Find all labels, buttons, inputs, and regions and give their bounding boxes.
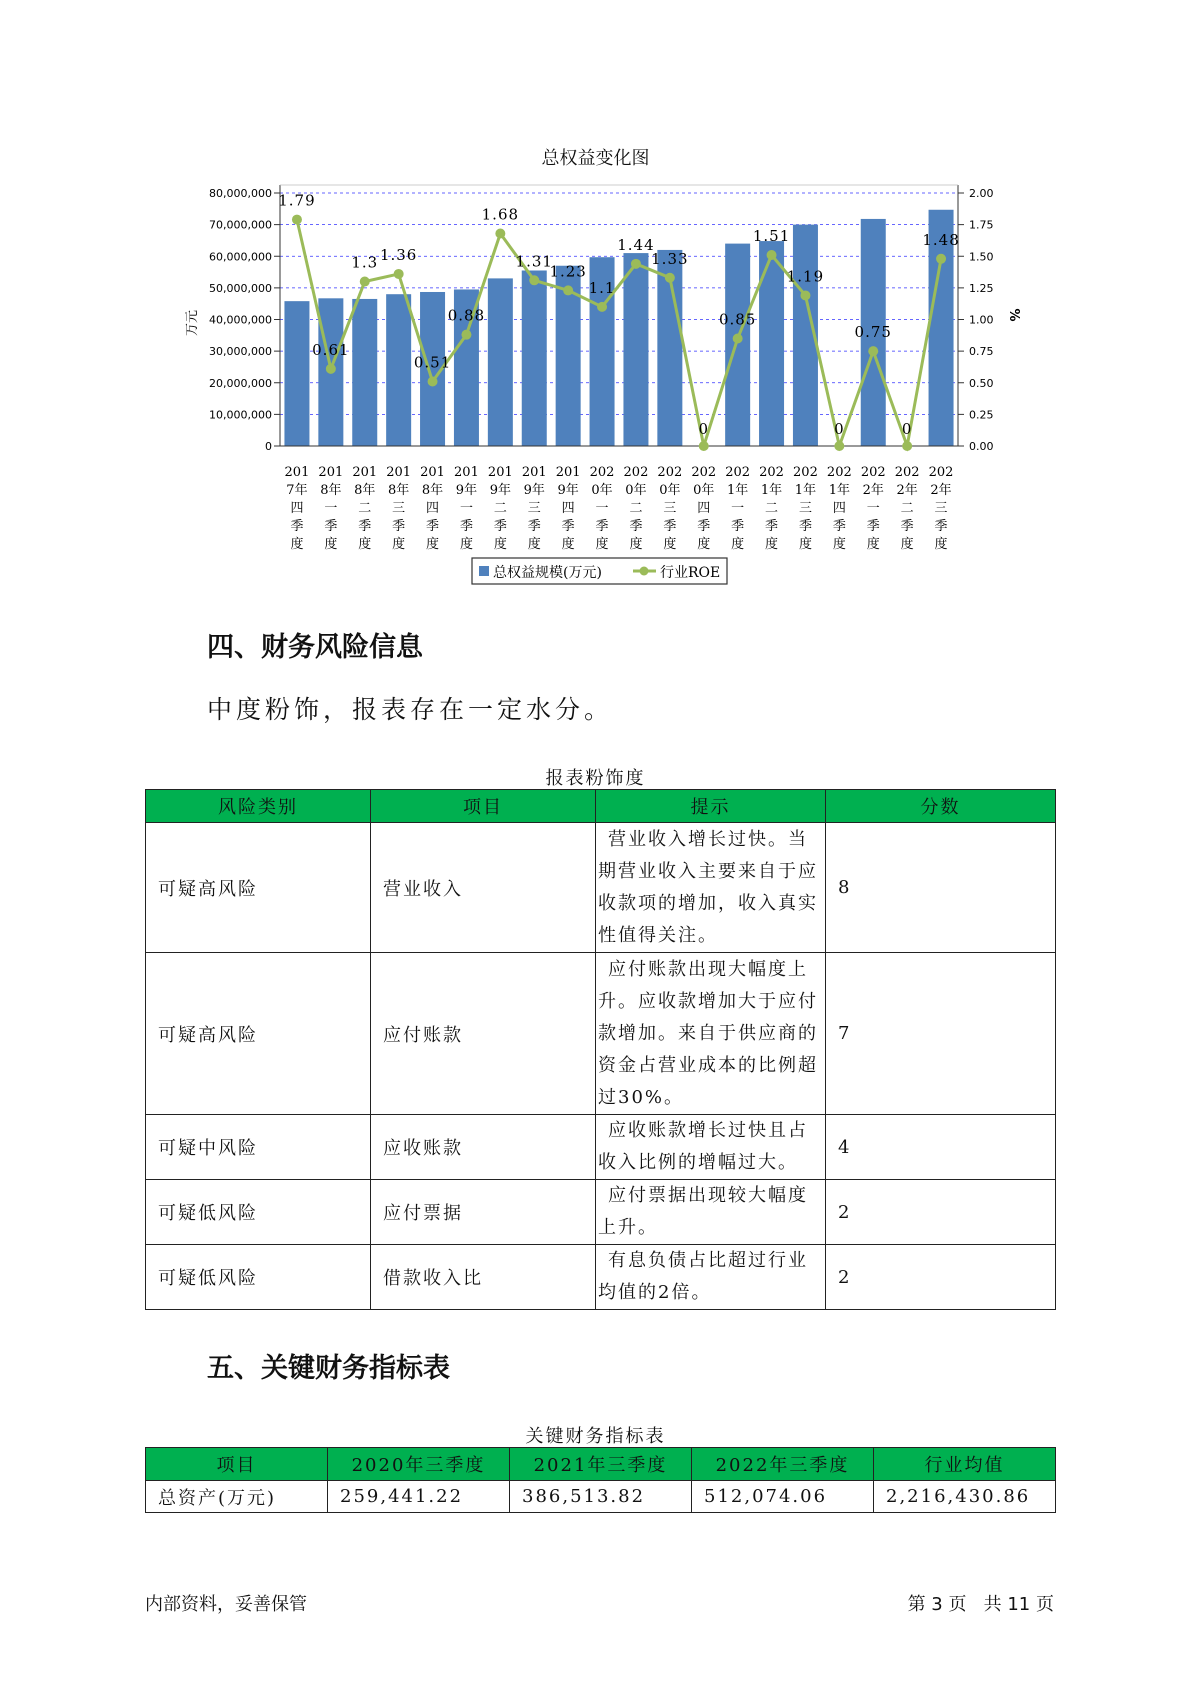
roe-point — [597, 302, 607, 312]
x-tick-label: 0年 — [659, 483, 681, 498]
header-cell: 风险类别 — [146, 790, 371, 823]
x-tick-label: 季 — [798, 519, 812, 534]
x-tick-label: 四 — [832, 501, 846, 516]
header-cell: 行业均值 — [874, 1448, 1056, 1481]
x-tick-label: 二 — [358, 501, 372, 516]
roe-point — [360, 277, 370, 287]
x-tick-label: 季 — [493, 519, 507, 534]
risk-score: 2 — [826, 1180, 1056, 1245]
header-cell: 项目 — [146, 1448, 328, 1481]
x-tick-label: 度 — [731, 537, 745, 552]
risk-item: 应付账款 — [371, 953, 596, 1115]
x-tick-label: 季 — [459, 519, 473, 534]
x-tick-label: 201 — [318, 465, 344, 480]
x-tick-label: 1年 — [794, 483, 817, 498]
roe-point — [495, 228, 505, 238]
x-tick-label: 202 — [860, 465, 886, 480]
x-tick-label: 202 — [725, 465, 751, 480]
risk-score: 2 — [826, 1245, 1056, 1310]
x-tick-label: 9年 — [489, 483, 511, 498]
x-tick-label: 度 — [459, 537, 473, 552]
x-tick-label: 201 — [352, 465, 378, 480]
bar — [623, 253, 648, 446]
x-tick-label: 8年 — [354, 483, 376, 498]
header-cell: 2021年三季度 — [510, 1448, 692, 1481]
y-tick-label: 30,000,000 — [209, 345, 272, 359]
y2-tick-label: 1.75 — [969, 218, 994, 232]
y-tick-label: 40,000,000 — [209, 313, 272, 327]
roe-point — [868, 346, 878, 356]
roe-point — [461, 330, 471, 340]
x-tick-label: 度 — [527, 537, 541, 552]
legend-label-roe: 行业ROE — [660, 565, 721, 581]
x-tick-label: 201 — [454, 465, 479, 480]
x-tick-label: 8年 — [421, 483, 444, 498]
y2-tick-label: 2.00 — [969, 187, 994, 200]
bar — [386, 294, 411, 446]
header-cell: 项目 — [371, 790, 596, 823]
x-tick-label: 201 — [420, 465, 445, 480]
x-tick-label: 202 — [623, 465, 649, 480]
table-row — [146, 1180, 1056, 1245]
x-tick-label: 季 — [629, 519, 643, 534]
x-tick-label: 度 — [697, 537, 711, 552]
x-tick-label: 度 — [290, 537, 304, 552]
x-tick-label: 0年 — [693, 483, 715, 498]
risk-tip: 营业收入增长过快。当期营业收入主要来自于应收款项的增加，收入真实性值得关注。 — [596, 823, 826, 953]
y-tick-label: 50,000,000 — [209, 281, 272, 295]
x-tick-label: 0年 — [625, 483, 647, 498]
x-tick-label: 季 — [426, 519, 440, 534]
x-tick-label: 度 — [358, 537, 372, 552]
x-tick-label: 度 — [561, 537, 575, 552]
roe-data-label: 0.51 — [413, 353, 452, 372]
x-tick-label: 季 — [290, 519, 304, 534]
roe-data-label: 1.44 — [617, 235, 655, 254]
roe-data-label: 1.68 — [481, 205, 520, 224]
y2-tick-label: 0.00 — [969, 440, 994, 453]
risk-item: 应收账款 — [371, 1115, 596, 1180]
roe-point — [631, 259, 641, 269]
x-tick-label: 季 — [358, 519, 372, 534]
x-tick-label: 季 — [832, 519, 846, 534]
legend-label-equity: 总权益规模(万元) — [493, 565, 602, 581]
x-tick-label: 201 — [284, 465, 310, 480]
header-cell: 2022年三季度 — [692, 1448, 874, 1481]
x-tick-label: 四 — [290, 501, 304, 516]
roe-point — [902, 441, 912, 451]
x-tick-label: 四 — [426, 501, 440, 516]
bar — [759, 241, 784, 446]
x-tick-label: 度 — [832, 537, 846, 552]
x-tick-label: 一 — [731, 501, 745, 516]
x-tick-label: 二 — [765, 501, 779, 516]
x-tick-label: 度 — [629, 537, 643, 552]
x-tick-label: 9年 — [557, 483, 579, 498]
x-tick-label: 度 — [493, 537, 507, 552]
x-tick-label: 2年 — [930, 483, 952, 498]
roe-data-label: 0.85 — [718, 310, 757, 329]
x-tick-label: 季 — [697, 519, 711, 534]
x-tick-label: 9年 — [523, 483, 545, 498]
roe-data-label: 1.19 — [786, 267, 825, 286]
x-tick-label: 201 — [521, 465, 547, 480]
y-tick-label: 60,000,000 — [209, 250, 272, 264]
x-tick-label: 9年 — [455, 483, 478, 498]
x-tick-label: 季 — [731, 519, 745, 534]
roe-data-label: 0.61 — [312, 340, 350, 359]
bar — [725, 244, 750, 446]
bar — [488, 278, 513, 446]
equity-chart — [0, 0, 1191, 600]
x-tick-label: 1年 — [828, 483, 850, 498]
roe-data-label: 0 — [698, 420, 710, 438]
x-tick-label: 202 — [793, 465, 818, 480]
x-tick-label: 季 — [527, 519, 541, 534]
roe-point — [428, 376, 438, 386]
indicator-table-header — [146, 1448, 1056, 1481]
y-axis-title: 万元 — [185, 309, 200, 337]
footer-confidential: 内部资料，妥善保管 — [145, 1594, 307, 1615]
x-tick-label: 202 — [657, 465, 683, 480]
roe-data-label: 1.36 — [379, 245, 418, 264]
x-tick-label: 季 — [866, 519, 880, 534]
roe-point — [292, 215, 302, 225]
x-tick-label: 一 — [595, 501, 609, 516]
risk-item: 营业收入 — [371, 823, 596, 953]
roe-point — [326, 364, 336, 374]
x-tick-label: 201 — [386, 465, 412, 480]
x-tick-label: 季 — [561, 519, 575, 534]
x-tick-label: 二 — [493, 501, 507, 516]
x-tick-label: 四 — [697, 501, 711, 516]
y2-tick-label: 0.25 — [969, 408, 994, 422]
roe-data-label: 1.33 — [651, 249, 689, 268]
risk-score: 8 — [826, 823, 1056, 953]
x-tick-label: 202 — [928, 465, 954, 480]
indicator-table-caption: 关键财务指标表 — [525, 1426, 666, 1447]
x-tick-label: 季 — [595, 519, 609, 534]
x-tick-label: 一 — [324, 501, 338, 516]
risk-table — [145, 789, 1056, 1310]
x-tick-label: 度 — [798, 537, 812, 552]
y-tick-label: 20,000,000 — [209, 376, 272, 390]
roe-point — [529, 275, 539, 285]
roe-data-label: 1.48 — [922, 230, 960, 249]
risk-category: 可疑高风险 — [146, 823, 371, 953]
x-tick-label: 8年 — [320, 483, 342, 498]
legend-swatch-point — [640, 567, 649, 576]
risk-table-header — [146, 790, 1056, 823]
roe-point — [563, 285, 573, 295]
x-tick-label: 度 — [900, 537, 914, 552]
x-tick-label: 202 — [826, 465, 852, 480]
y2-tick-label: 0.50 — [969, 376, 994, 390]
risk-item: 应付票据 — [371, 1180, 596, 1245]
roe-data-label: 1.3 — [351, 253, 379, 272]
risk-category: 可疑低风险 — [146, 1245, 371, 1310]
indicator-table — [145, 1447, 1056, 1513]
roe-data-label: 1.23 — [549, 262, 587, 281]
x-tick-label: 1年 — [727, 483, 749, 498]
x-tick-label: 季 — [765, 519, 779, 534]
indicator-value: 2,216,430.86 — [874, 1481, 1056, 1513]
risk-item: 借款收入比 — [371, 1245, 596, 1310]
x-tick-label: 三 — [798, 501, 812, 516]
x-tick-label: 8年 — [388, 483, 410, 498]
roe-data-label: 1.51 — [752, 226, 791, 245]
x-tick-label: 季 — [663, 519, 677, 534]
x-tick-label: 季 — [900, 519, 914, 534]
header-cell: 提示 — [596, 790, 826, 823]
chart-title: 总权益变化图 — [541, 148, 650, 169]
indicator-value: 512,074.06 — [692, 1481, 874, 1513]
bar — [522, 270, 547, 446]
roe-data-label: 0.88 — [447, 306, 486, 325]
roe-data-label: 0 — [834, 420, 845, 438]
x-tick-label: 7年 — [286, 483, 308, 498]
risk-summary: 中度粉饰，报表存在一定水分。 — [207, 695, 614, 724]
roe-point — [699, 441, 709, 451]
footer-page-number: 第 3 页 共 11 页 — [907, 1594, 1054, 1615]
x-tick-label: 202 — [589, 465, 615, 480]
section5-heading: 五、关键财务指标表 — [207, 1353, 450, 1384]
y2-tick-label: 0.75 — [969, 345, 994, 359]
risk-tip: 应付票据出现较大幅度上升。 — [596, 1180, 826, 1245]
x-tick-label: 三 — [663, 501, 677, 516]
y2-tick-label: 1.50 — [969, 250, 994, 264]
risk-tip: 应付账款出现大幅度上升。应收款增加大于应付款增加。来自于供应商的资金占营业成本的比例超过30%。 — [596, 953, 826, 1115]
roe-data-label: 0 — [901, 420, 913, 438]
risk-score: 4 — [826, 1115, 1056, 1180]
x-tick-label: 202 — [894, 465, 920, 480]
x-tick-label: 度 — [765, 537, 779, 552]
x-tick-label: 201 — [555, 465, 581, 480]
legend-swatch-bar — [479, 566, 489, 576]
x-tick-label: 度 — [392, 537, 406, 552]
x-tick-label: 一 — [866, 501, 880, 516]
table-row — [146, 1115, 1056, 1180]
x-tick-label: 二 — [900, 501, 914, 516]
y-tick-label: 10,000,000 — [209, 408, 272, 422]
roe-data-label: 1.79 — [278, 191, 316, 210]
x-tick-label: 季 — [324, 519, 338, 534]
table-row — [146, 1481, 1056, 1513]
x-tick-label: 0年 — [591, 483, 613, 498]
y2-tick-label: 1.00 — [969, 313, 994, 327]
indicator-value: 259,441.22 — [328, 1481, 510, 1513]
roe-data-label: 0.75 — [854, 323, 892, 342]
x-tick-label: 2年 — [896, 483, 918, 498]
table-row — [146, 953, 1056, 1115]
y-tick-label: 80,000,000 — [209, 187, 272, 200]
x-tick-label: 度 — [866, 537, 880, 552]
table-row — [146, 823, 1056, 953]
risk-category: 可疑低风险 — [146, 1180, 371, 1245]
x-tick-label: 一 — [459, 501, 473, 516]
x-tick-label: 二 — [629, 501, 643, 516]
roe-point — [394, 269, 404, 279]
y-tick-label: 70,000,000 — [209, 218, 272, 232]
roe-point — [800, 290, 810, 300]
section4-heading: 四、财务风险信息 — [207, 632, 423, 663]
x-tick-label: 季 — [392, 519, 406, 534]
table-row — [146, 1245, 1056, 1310]
x-tick-label: 度 — [663, 537, 677, 552]
risk-score: 7 — [826, 953, 1056, 1115]
x-tick-label: 201 — [487, 465, 513, 480]
y2-tick-label: 1.25 — [969, 281, 994, 295]
x-tick-label: 度 — [324, 537, 338, 552]
risk-tip: 应收账款增长过快且占收入比例的增幅过大。 — [596, 1115, 826, 1180]
roe-data-label: 1.1 — [588, 278, 616, 297]
x-tick-label: 202 — [759, 465, 784, 480]
x-tick-label: 三 — [934, 501, 948, 516]
roe-point — [665, 273, 675, 283]
header-cell: 分数 — [826, 790, 1056, 823]
x-tick-label: 度 — [934, 537, 948, 552]
x-tick-label: 度 — [426, 537, 440, 552]
x-tick-label: 度 — [595, 537, 609, 552]
indicator-name: 总资产(万元) — [146, 1481, 328, 1513]
x-tick-label: 202 — [691, 465, 717, 480]
risk-category: 可疑中风险 — [146, 1115, 371, 1180]
bar — [284, 301, 309, 446]
x-tick-label: 三 — [527, 501, 541, 516]
x-tick-label: 季 — [934, 519, 948, 534]
x-tick-label: 1年 — [760, 483, 783, 498]
x-tick-label: 2年 — [862, 483, 884, 498]
x-tick-label: 四 — [561, 501, 575, 516]
y-tick-label: 0 — [265, 440, 272, 453]
header-cell: 2020年三季度 — [328, 1448, 510, 1481]
roe-data-label: 1.31 — [515, 252, 553, 271]
x-tick-label: 三 — [392, 501, 406, 516]
risk-tip: 有息负债占比超过行业均值的2倍。 — [596, 1245, 826, 1310]
roe-point — [834, 441, 844, 451]
roe-point — [767, 250, 777, 260]
y2-axis-title: % — [1006, 308, 1021, 322]
bar — [352, 299, 377, 446]
roe-point — [936, 254, 946, 264]
risk-category: 可疑高风险 — [146, 953, 371, 1115]
risk-table-caption: 报表粉饰度 — [545, 768, 646, 789]
indicator-value: 386,513.82 — [510, 1481, 692, 1513]
roe-point — [733, 333, 743, 343]
